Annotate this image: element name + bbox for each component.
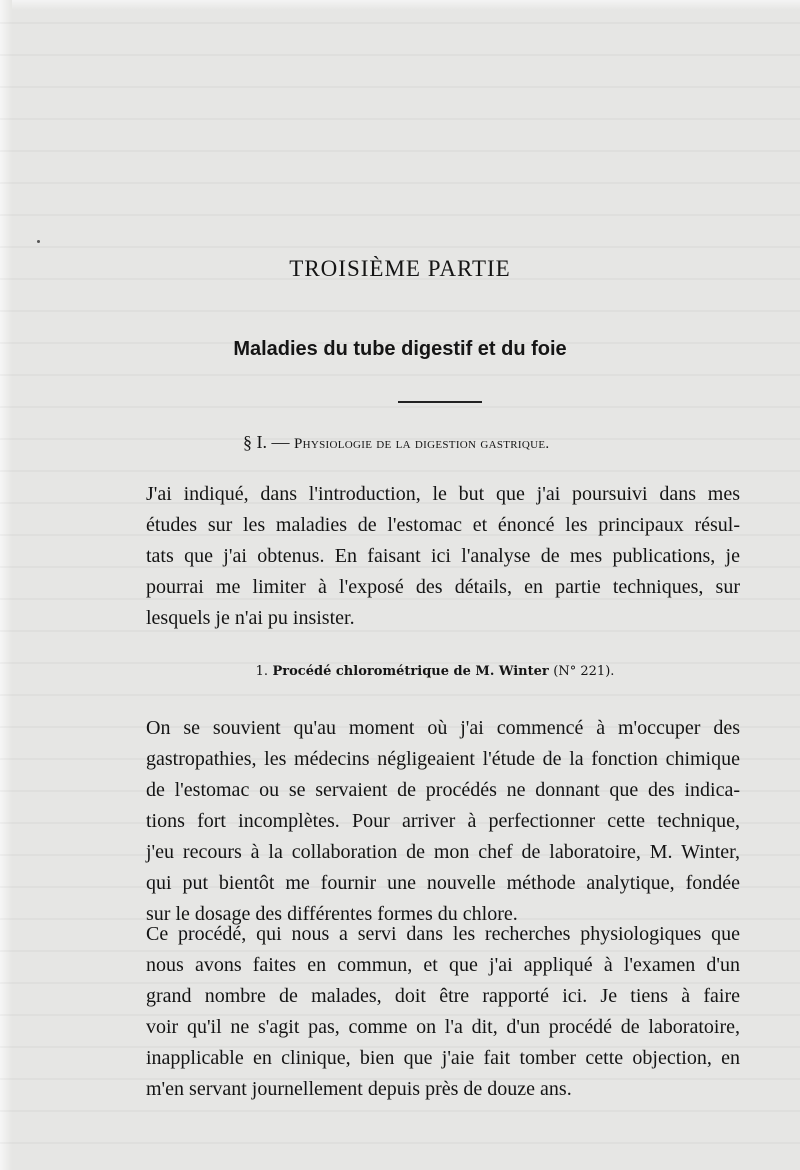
paragraph-line: On se souvient qu'au moment où j'ai commencé à m'occuper des [146, 717, 740, 739]
paragraph-line: lesquels je n'ai pu insister. [146, 607, 355, 629]
section-title: Physiologie de la digestion gastrique. [294, 436, 550, 452]
paragraph-line: de l'estomac ou se servaient de procédés ne donnant que des indica- [146, 779, 740, 801]
part-title: TROISIÈME PARTIE [289, 256, 511, 281]
paragraph-line: grand nombre de malades, doit être rapporté ici. Je tiens à faire [146, 985, 740, 1007]
margin-speck [37, 240, 40, 243]
paragraph-line: études sur les maladies de l'estomac et énoncé les principaux résul- [146, 514, 740, 536]
subsection-heading [0, 664, 800, 679]
paragraph-intro [146, 479, 740, 634]
section-heading [243, 432, 549, 453]
paragraph-line: sur le dosage des différentes formes du chlore. [146, 903, 518, 925]
subsection-number: 1. [255, 664, 268, 679]
page-edge-top [0, 0, 800, 10]
page-edge-left [0, 0, 12, 1170]
paragraph-line: Ce procédé, qui nous a servi dans les recherches physiologiques que [146, 923, 740, 945]
subsection-title: Procédé chlorométrique de M. Winter [272, 664, 549, 679]
section-divider-rule [398, 401, 482, 403]
paragraph-line: qui put bientôt me fournir une nouvelle méthode analytique, fondée [146, 872, 740, 894]
paragraph-line: voir qu'il ne s'agit pas, comme on l'a dit, d'un procédé de laboratoire, [146, 1016, 740, 1038]
paragraph-line: tats que j'ai obtenus. En faisant ici l'analyse de mes publications, je [146, 545, 740, 567]
subsection-ref: (N° 221). [553, 664, 615, 679]
paragraph-line: inapplicable en clinique, bien que j'aie fait tomber cette objection, en [146, 1047, 740, 1069]
paragraph-line: tions fort incomplètes. Pour arriver à perfectionner cette technique, [146, 810, 740, 832]
paragraph-chlorometry [146, 713, 740, 930]
paragraph-line: gastropathies, les médecins négligeaient l'étude de la fonction chimique [146, 748, 740, 770]
paragraph-procedure [146, 919, 740, 1105]
paragraph-line: nous avons faites en commun, et que j'ai appliqué à l'examen d'un [146, 954, 740, 976]
paragraph-line: j'eu recours à la collaboration de mon chef de laboratoire, M. Winter, [146, 841, 740, 863]
chapter-title: Maladies du tube digestif et du foie [233, 338, 567, 360]
paragraph-line: pourrai me limiter à l'exposé des détails, en partie techniques, sur [146, 576, 740, 598]
section-number: § I. [243, 432, 267, 452]
paragraph-line: m'en servant journellement depuis près de douze ans. [146, 1078, 572, 1100]
paragraph-line: J'ai indiqué, dans l'introduction, le but que j'ai poursuivi dans mes [146, 483, 740, 505]
section-dash: — [271, 432, 290, 452]
